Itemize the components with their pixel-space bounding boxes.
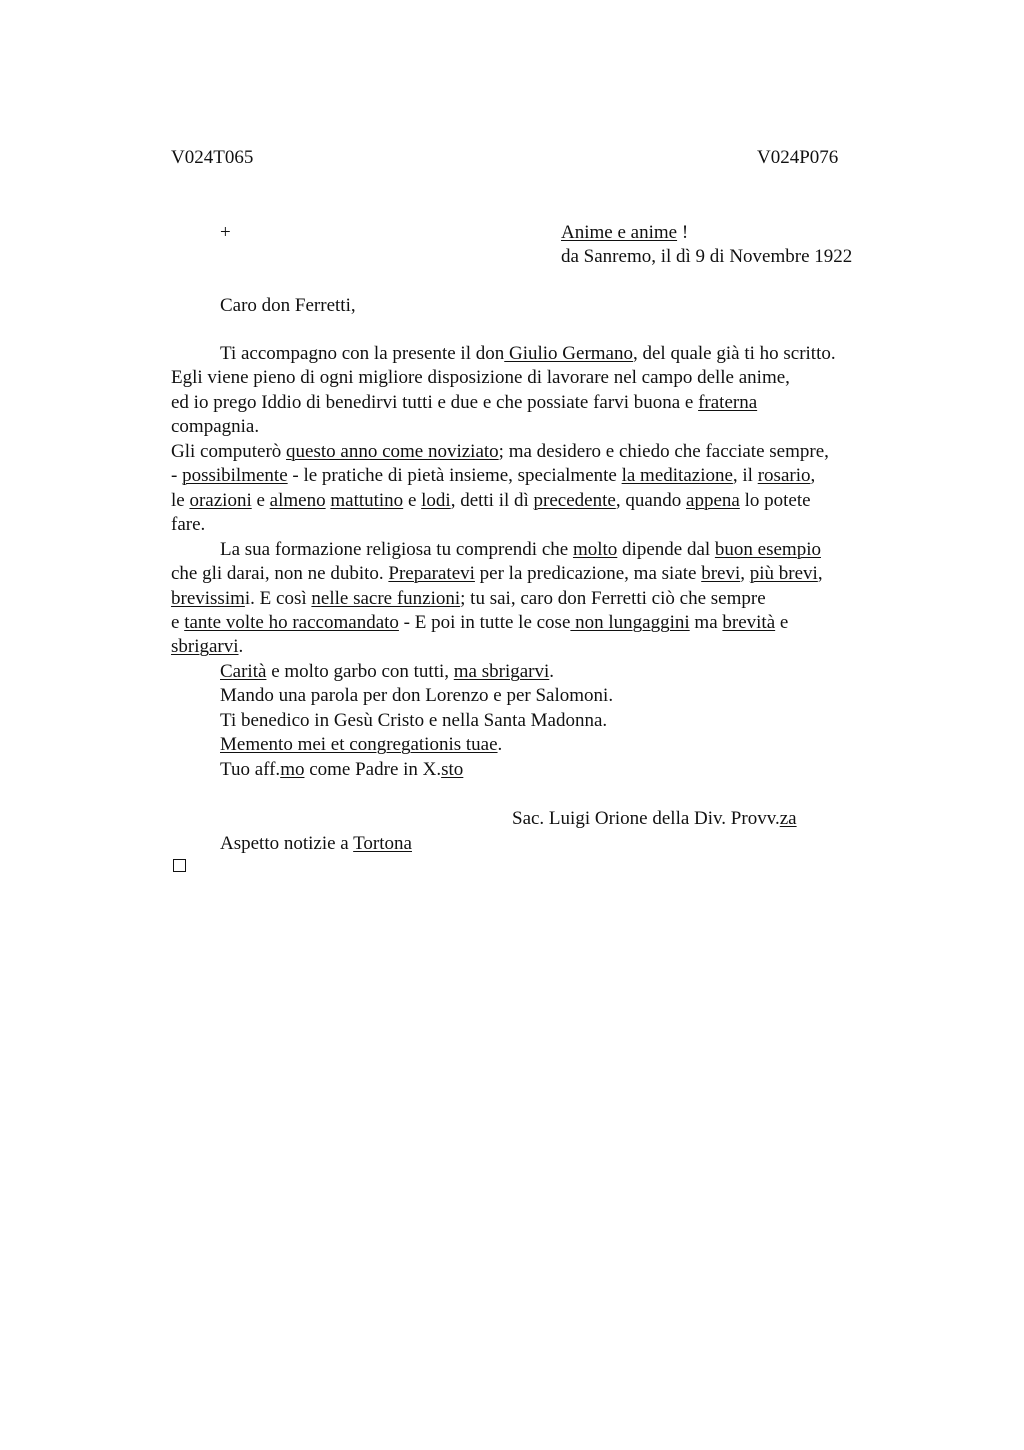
text-run: fare.	[171, 514, 206, 535]
underlined-text: questo anno come noviziato	[286, 441, 499, 462]
motto-end: !	[677, 222, 689, 243]
underlined-text: brevità	[722, 612, 776, 633]
empty-checkbox-square	[173, 859, 186, 872]
text-run: ,	[817, 563, 823, 584]
body-line	[220, 684, 613, 708]
body-line	[171, 635, 243, 659]
body-line	[171, 415, 259, 439]
text-run: i. E così	[244, 588, 312, 609]
underlined-text: ma sbrigarvi	[453, 661, 550, 682]
text-run: Ti accompagno con la presente il don	[220, 343, 505, 364]
underlined-text: precedente	[533, 490, 616, 511]
underlined-text: brevissim	[171, 588, 245, 609]
text-run: La sua formazione religiosa tu comprendi che	[220, 539, 573, 560]
text-run: come Padre in X.	[304, 759, 442, 780]
text-run: ,	[810, 465, 816, 486]
motto	[561, 221, 688, 245]
text-run: .	[549, 661, 555, 682]
underlined-text: non lungaggini	[570, 612, 690, 633]
text-run: , del quale già ti ho scritto.	[633, 343, 836, 364]
text-run: e molto garbo con tutti,	[266, 661, 454, 682]
text-run: le	[171, 490, 190, 511]
text-run: , detti il dì	[450, 490, 534, 511]
text-run: lo potete	[739, 490, 811, 511]
place-date: da Sanremo, il dì 9 di Novembre 1922	[561, 246, 853, 267]
body-line	[171, 587, 766, 611]
underlined-text: mo	[280, 759, 305, 780]
underlined-text: fraterna	[698, 392, 758, 413]
body-line	[171, 513, 205, 537]
postscript	[220, 832, 412, 856]
underlined-text: sto	[441, 759, 464, 780]
greeting: Caro don Ferretti,	[220, 295, 356, 316]
text-run: che gli darai, non ne dubito.	[171, 563, 389, 584]
underlined-text: Memento mei et congregationis tuae	[220, 734, 498, 755]
text-run: compagnia.	[171, 416, 260, 437]
signature	[512, 807, 797, 831]
body-line	[220, 342, 836, 366]
underlined-text: za	[779, 808, 797, 829]
text-run: ; ma desidero e chiedo che facciate sempre,	[498, 441, 829, 462]
text-run: Aspetto notizie a	[220, 833, 354, 854]
text-run: dipende dal	[617, 539, 715, 560]
underlined-text: sbrigarvi	[171, 636, 239, 657]
text-run: Sac. Luigi Orione della Div. Provv.	[512, 808, 780, 829]
body-line	[171, 562, 823, 586]
text-run: e	[775, 612, 789, 633]
text-run: .	[497, 734, 503, 755]
underlined-text: Carità	[220, 661, 267, 682]
body-line	[171, 489, 811, 513]
text-run: e	[403, 490, 422, 511]
underlined-text: mattutino	[330, 490, 404, 511]
underlined-text: possibilmente	[182, 465, 288, 486]
text-run: ,	[740, 563, 750, 584]
underlined-text: orazioni	[189, 490, 252, 511]
body-line	[220, 660, 554, 684]
underlined-text: appena	[686, 490, 740, 511]
text-run: per la predicazione, ma siate	[474, 563, 702, 584]
underlined-text: buon esempio	[714, 539, 821, 560]
underlined-text: più brevi	[749, 563, 818, 584]
underlined-text: lodi	[421, 490, 451, 511]
text-run: -	[171, 465, 183, 486]
underlined-text: nelle sacre funzioni	[311, 588, 461, 609]
code-left: V024T065	[171, 147, 254, 168]
text-run: , il	[732, 465, 758, 486]
text-run: - le pratiche di pietà insieme, specialmente	[287, 465, 622, 486]
cross-mark: +	[220, 222, 231, 243]
text-run: Gli computerò	[171, 441, 287, 462]
underlined-text: la meditazione	[621, 465, 733, 486]
text-run: ma	[689, 612, 723, 633]
body-line	[171, 611, 788, 635]
body-line	[220, 538, 821, 562]
code-right: V024P076	[757, 147, 839, 168]
text-run: e	[251, 490, 270, 511]
underlined-text: brevi	[701, 563, 741, 584]
text-run: - E poi in tutte le cose	[398, 612, 571, 633]
underlined-text: Tortona	[353, 833, 412, 854]
underlined-text: almeno	[269, 490, 326, 511]
motto-underlined: Anime e anime	[561, 222, 678, 243]
underlined-text: rosario	[757, 465, 811, 486]
text-run: , quando	[615, 490, 687, 511]
underlined-text: tante volte ho raccomandato	[184, 612, 399, 633]
underlined-text: Giulio Germano	[504, 343, 633, 364]
text-run: Egli viene pieno di ogni migliore disposizione di lavorare nel campo delle anime,	[171, 367, 790, 388]
text-run: ed io prego Iddio di benedirvi tutti e due e che possiate farvi buona e	[171, 392, 699, 413]
text-run: Tuo aff.	[220, 759, 281, 780]
underlined-text: molto	[572, 539, 618, 560]
text-run: .	[238, 636, 244, 657]
body-line	[220, 758, 463, 782]
body-line	[171, 391, 757, 415]
text-run: Ti benedico in Gesù Cristo e nella Santa Madonna.	[220, 710, 608, 731]
body-line	[220, 709, 607, 733]
text-run: ; tu sai, caro don Ferretti ciò che sempre	[460, 588, 766, 609]
text-run: e	[171, 612, 185, 633]
underlined-text: Preparatevi	[388, 563, 475, 584]
text-run: Mando una parola per don Lorenzo e per Salomoni.	[220, 685, 614, 706]
body-line	[171, 440, 829, 464]
body-line	[171, 366, 790, 390]
body-line	[171, 464, 815, 488]
body-line	[220, 733, 502, 757]
